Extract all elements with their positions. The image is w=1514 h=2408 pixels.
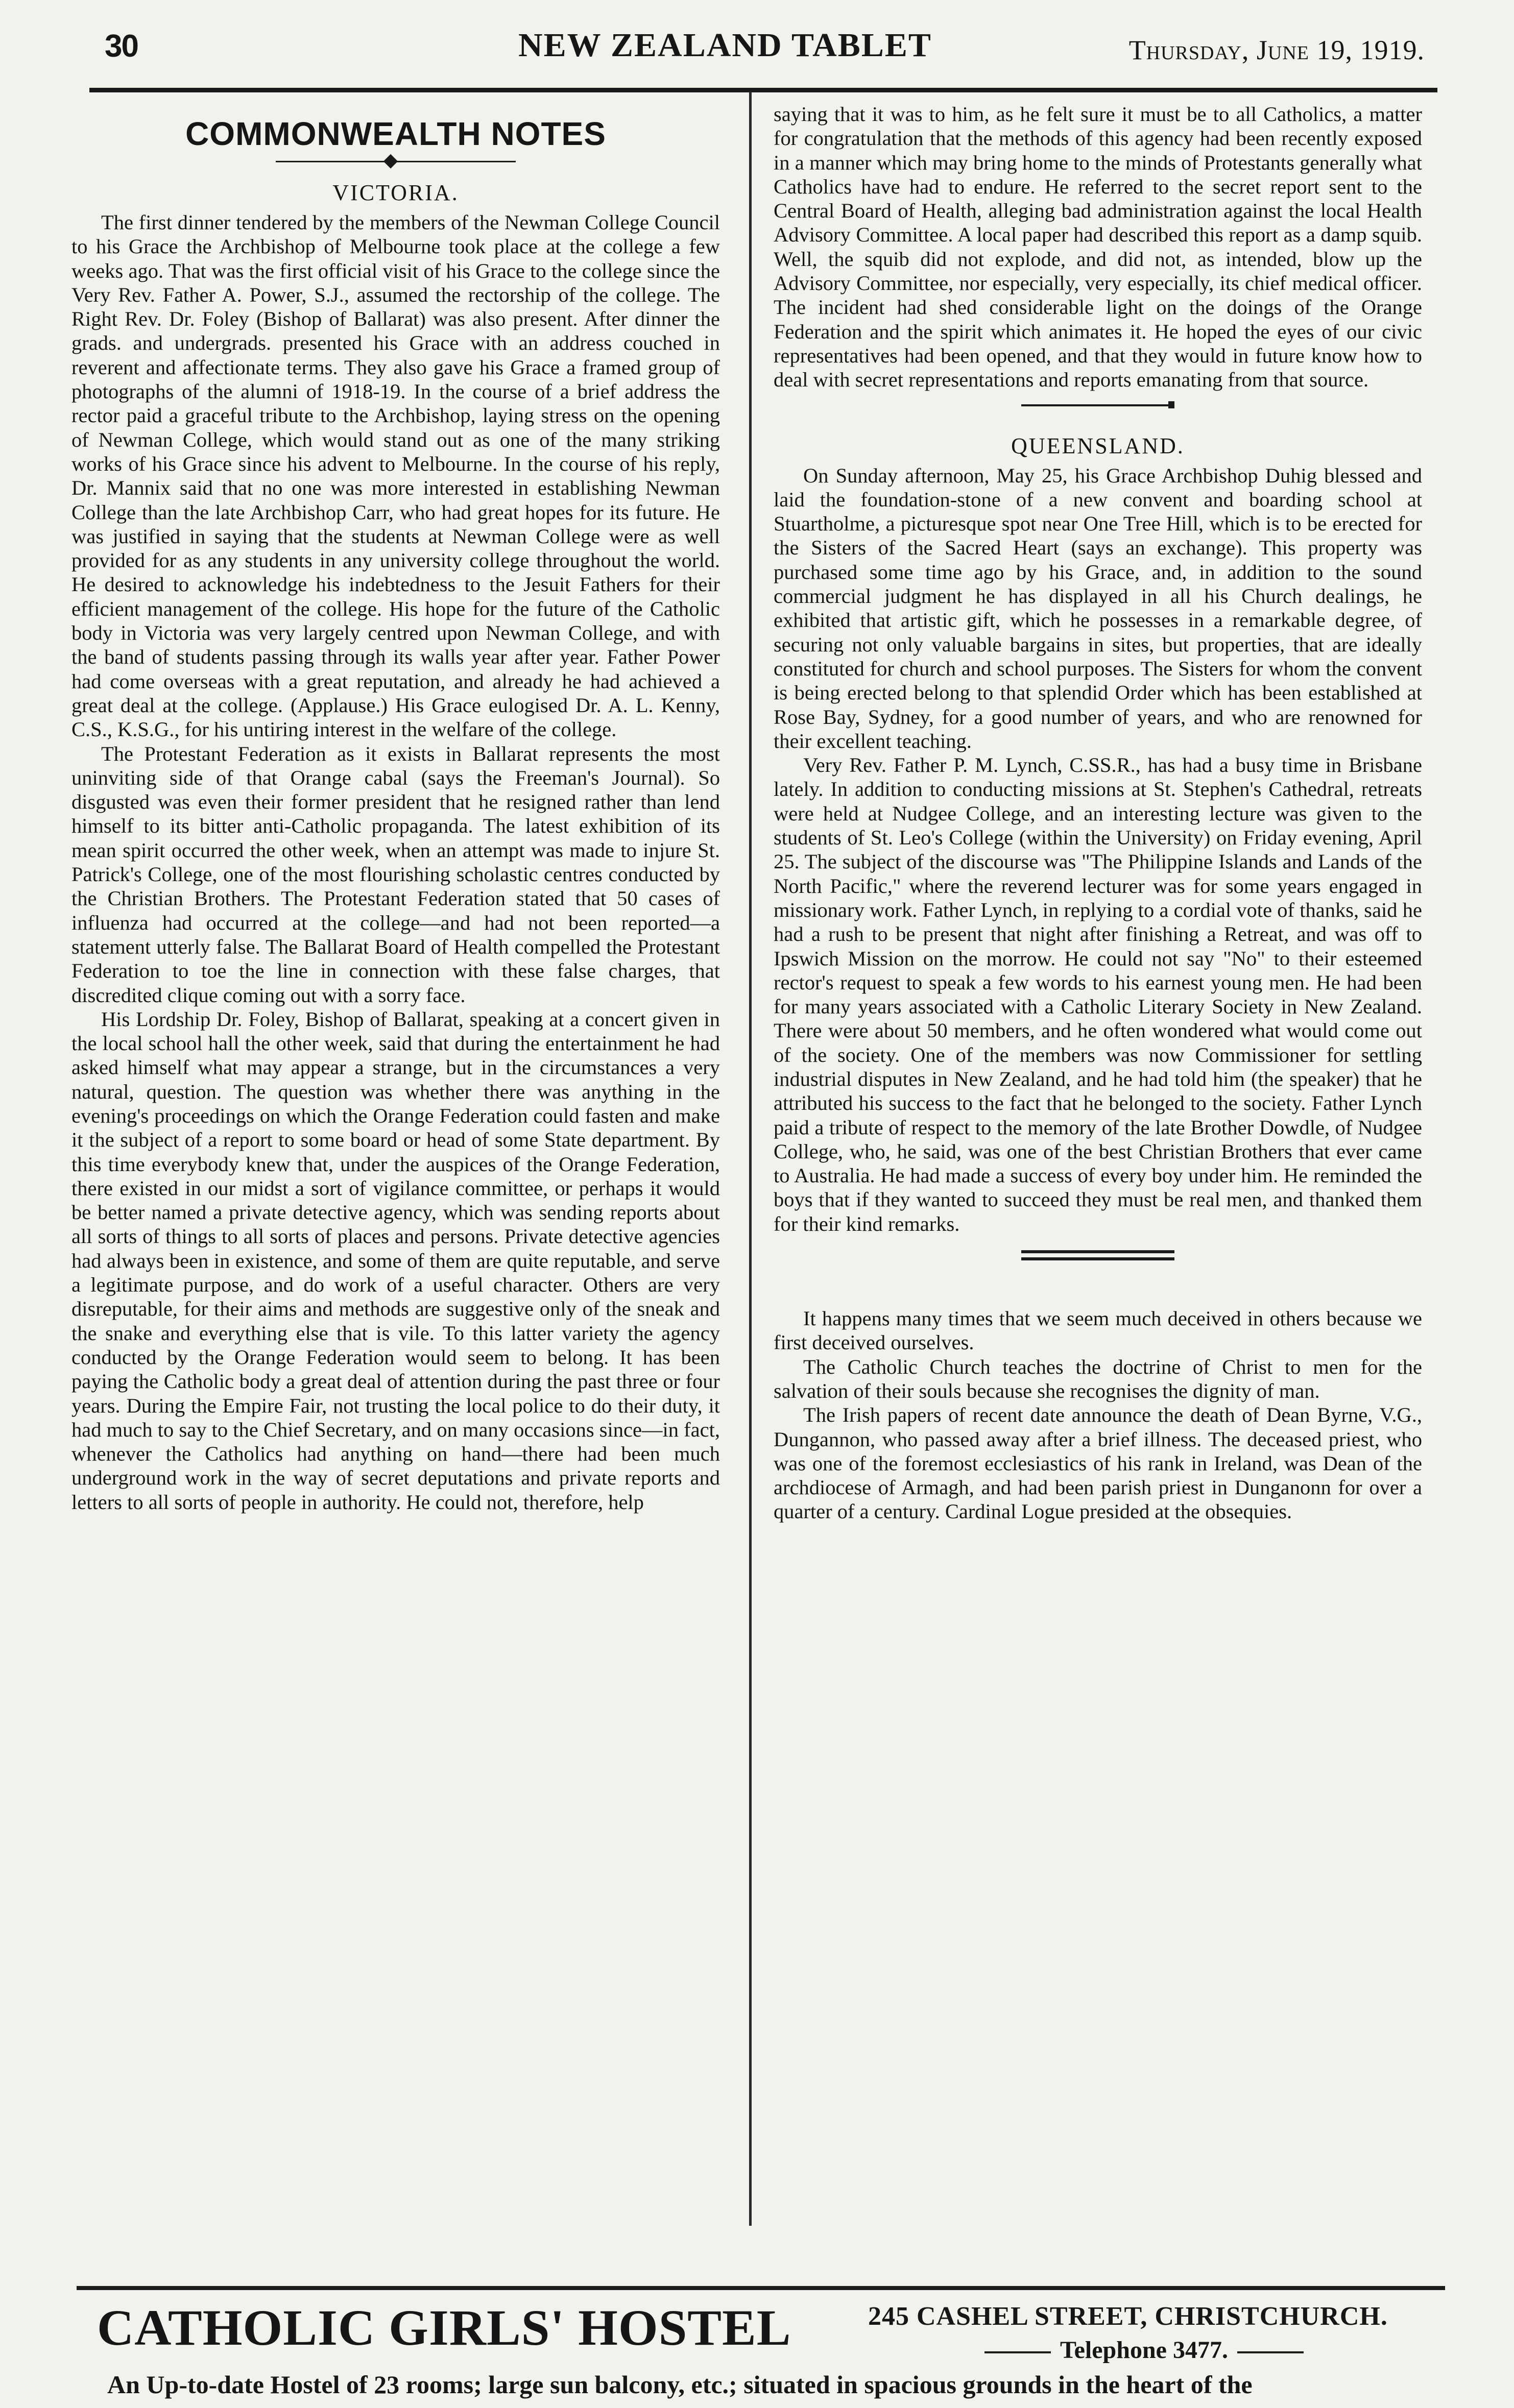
separator-bar (1021, 404, 1174, 406)
masthead (89, 23, 1437, 79)
double-rule-line-2 (1021, 1257, 1174, 1260)
left-column (71, 102, 720, 1514)
masthead-rule (89, 88, 1437, 92)
article-title: COMMONWEALTH NOTES (185, 115, 606, 152)
miscellany-paragraph-1: It happens many times that we seem much deceived in others because we first deceived ourselves. (774, 1307, 1422, 1354)
miscellany-paragraph-3: The Irish papers of recent date announce the death of Dean Byrne, V.G., Dungannon, who passed away after a brief illness. The deceased priest, who was one of the foremost ecclesiastics of his rank in Ireland, was Dean of the archdiocese of Armagh, and had been parish priest in Dunganonn for over a quarter of a century. Cardinal Logue presided at the obsequies. (774, 1403, 1422, 1523)
hostel-advertisement (77, 2293, 1445, 2408)
footer-rule (77, 2286, 1445, 2290)
queensland-paragraph-1: On Sunday afternoon, May 25, his Grace Archbishop Duhig blessed and laid the foundation-stone of a new convent and boarding school at Stuartholme, a picturesque spot near One Tree Hill, which is to be erected for the Sisters of the Sacred Heart (says an exchange). This property was purchased some time ago by his Grace, and, in addition to the sound commercial judgment he has displayed in all his Church dealings, he exhibited that artistic gift, which he possesses in a remarkable degree, of securing not only valuable bargains in sites, but properties, that are ideally constituted for church and school purposes. The Sisters for whom the convent is being erected belong to that splendid Order which has been established at Rose Bay, Sydney, for a good number of years, and who are renowned for their excellent teaching. (774, 464, 1422, 752)
dash-right (1237, 2351, 1304, 2353)
victoria-paragraph-1: The first dinner tendered by the members of the Newman College Council to his Grace the Archbishop of Melbourne took place at the college a few weeks ago. That was the first official visit of his Grace to the college since the Very Rev. Father A. Power, S.J., assumed the rectorship of the college. The Right Rev. Dr. Foley (Bishop of Ballarat) was also present. After dinner the grads. and undergrads. presented his Grace with an address couched in reverent and affectionate terms. They also gave his Grace a framed group of photographs of the alumni of 1918-19. In the course of a brief address the rector paid a graceful tribute to the Archbishop, laying stress on the opening of Newman College, which would stand out as one of the many striking works of his Grace since his advent to Melbourne. In the course of his reply, Dr. Mannix said that no one was more interested in establishing Newman College than the late Archbishop Carr, who had great hopes for its future. He was justified in saying that the students at Newman College were as well provided for as any students in any university college throughout the world. He desired to acknowledge his indebtedness to the Jesuit Fathers for their efficient management of the college. His hope for the future of the Catholic body in Victoria was very largely centred upon Newman College, and with the band of students passing through its walls year after year. Father Power had come overseas with a great reputation, and already he had achieved a great deal at the college. (Applause.) His Grace eulogised Dr. A. L. Kenny, C.S., K.S.G., for his untiring interest in the welfare of the college. (71, 211, 720, 741)
title-ornament-rule (276, 159, 516, 163)
dash-left (984, 2351, 1051, 2353)
article-end-double-rule (1021, 1250, 1174, 1260)
victoria-paragraph-2: The Protestant Federation as it exists in Ballarat represents the most uninviting side of that Orange cabal (says the Freeman's Journal). So disgusted was even their former president that he resigned rather than lend himself to its bitter anti-Catholic propaganda. The latest exhibition of its mean spirit occurred the other week, when an attempt was made to injure St. Patrick's College, one of the most flourishing scholastic centres conducted by the Christian Brothers. The Protestant Federation stated that 50 cases of influenza had occurred at the college—and had not been reported—a statement utterly false. The Ballarat Board of Health compelled the Protestant Federation to toe the line in connection with these false charges, that discredited clique coming out with a sorry face. (71, 742, 720, 1007)
right-column (774, 102, 1422, 1524)
victoria-heading: VICTORIA. (332, 180, 459, 205)
queensland-paragraph-2: Very Rev. Father P. M. Lynch, C.SS.R., has had a busy time in Brisbane lately. In addition to conducting missions at St. Stephen's Cathedral, retreats were held at Nudgee College, and an interesting lecture was given to the students of St. Leo's College (within the University) on Friday evening, April 25. The subject of the discourse was "The Philippine Islands and Lands of the North Pacific," where the reverend lecturer was for some years engaged in missionary work. Father Lynch, in replying to a cordial vote of thanks, said he had a rush to be present that night after finishing a Retreat, and was off to Ipswich Mission on the morrow. He could not say "No" to their esteemed rector's request to speak a few words to his earnest young men. He had been for many years associated with a Catholic Literary Society in New Zealand. There were about 50 members, and he often wondered what would come out of the society. One of the members was now Commissioner for settling industrial disputes in New Zealand, and he had told him (the speaker) that he attributed his success to the fact that he belonged to the society. Father Lynch paid a tribute of respect to the memory of the late Brother Dowdle, of Nudgee College, who, he said, was one of the best Christian Brothers that ever came to Australia. He had made a success of every boy under him. He reminded the boys that if they wanted to succeed they must be real men, and thanked them for their kind remarks. (774, 753, 1422, 1235)
double-rule-line-1 (1021, 1250, 1174, 1253)
ad-address: 245 CASHEL STREET, CHRISTCHURCH. (868, 2302, 1388, 2331)
paper-title: NEW ZEALAND TABLET (518, 27, 932, 64)
queensland-heading: QUEENSLAND. (1011, 433, 1185, 458)
page-number: 30 (105, 29, 138, 64)
ad-tagline: An Up-to-date Hostel of 23 rooms; large sun balcony, etc.; situated in spacious grounds in the heart of the (107, 2370, 1253, 2399)
diamond-ornament-icon (383, 154, 398, 168)
section-separator (1021, 404, 1174, 407)
issue-date: Thursday, June 19, 1919. (1128, 35, 1425, 65)
victoria-paragraph-3: His Lordship Dr. Foley, Bishop of Ballarat, speaking at a concert given in the local school hall the other week, said that during the entertainment he had asked himself what may appear a strange, but in the circumstances a very natural, question. The question was whether there was anything in the evening's proceedings on which the Orange Federation could fasten and make it the subject of a report to some board or head of some State department. By this time everybody knew that, under the auspices of the Orange Federation, there existed in our midst a sort of vigilance committee, or perhaps it would be better named a private detective agency, which was sending reports about all sorts of things to all sorts of places and persons. Private detective agencies had always been in existence, and some of them are quite reputable, and serve a legitimate purpose, and do work of a useful character. Others are very disreputable, for their aims and methods are suggestive only of the sneak and the snake and everything else that is vile. To this latter variety the agency conducted by the Orange Federation would seem to belong. It has been paying the Catholic body a great deal of attention during the past three or four years. During the Empire Fair, not trusting the local police to do their duty, it had much to say to the Chief Secretary, and on many occasions since—in fact, whenever the Catholics had anything on hand—there had been much underground work in the way of secret deputations and private reports and letters to all sorts of people in authority. He could not, therefore, help (71, 1007, 720, 1514)
ad-telephone-text: Telephone 3477. (1060, 2337, 1228, 2364)
separator-end-mark (1168, 401, 1174, 408)
ad-title: CATHOLIC GIRLS' HOSTEL (97, 2299, 791, 2356)
victoria-continued-paragraph: saying that it was to him, as he felt sure it must be to all Catholics, a matter for congratulation that the methods of this agency had been recently exposed in a manner which may bring home to the minds of Protestants generally what Catholics have had to endure. He referred to the secret report sent to the Central Board of Health, alleging bad administration against the local Health Advisory Committee. A local paper had described this report as a damp squib. Well, the squib did not explode, and did not, as intended, blow up the Advisory Committee, nor especially, very especially, its chief medical officer. The incident had shed considerable light on the doings of the Orange Federation and the spirit which animates it. He hoped the eyes of our civic representatives had been opened, and that they would in future know how to deal with secret representations and reports emanating from that source. (774, 103, 1422, 392)
miscellany-paragraph-2: The Catholic Church teaches the doctrine of Christ to men for the salvation of their souls because she recognises the dignity of man. (774, 1355, 1422, 1402)
column-divider (749, 92, 752, 2226)
ad-telephone (975, 2336, 1313, 2364)
